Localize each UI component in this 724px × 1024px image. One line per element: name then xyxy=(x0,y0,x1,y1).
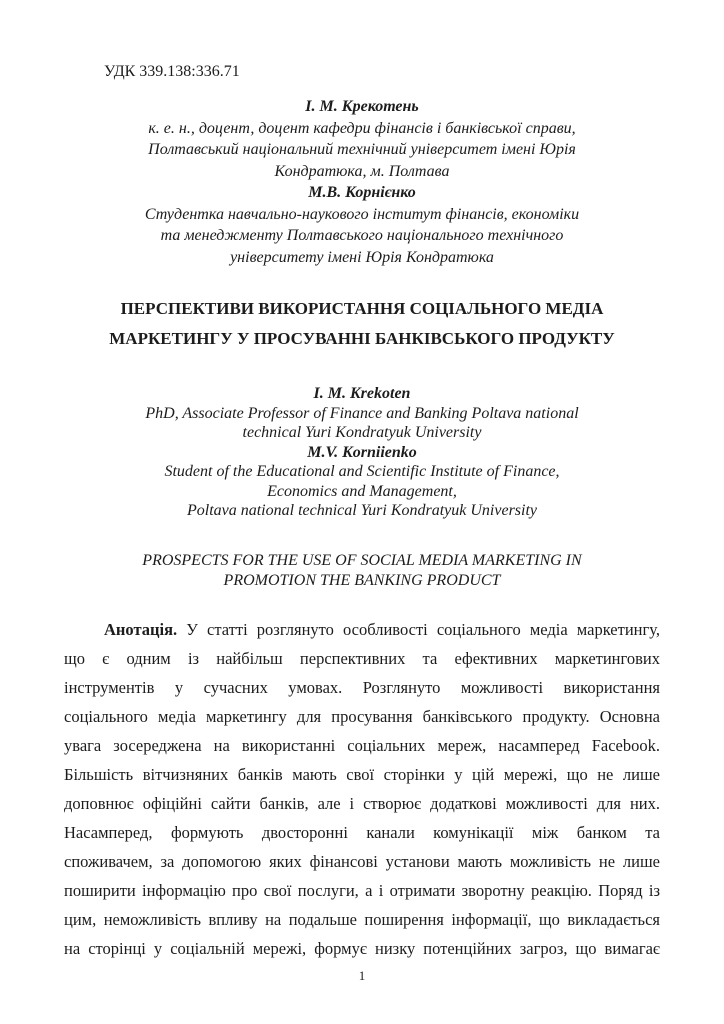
author-affiliation-line: Economics and Management, xyxy=(267,482,457,500)
article-title-en xyxy=(64,551,660,591)
authors-en-block xyxy=(64,384,660,521)
author-affiliation-line: к. е. н., доцент, доцент кафедри фінансів і банківської справи, xyxy=(148,119,576,137)
article-title-ua xyxy=(64,294,660,354)
abstract-line: на сторінці у соціальній мережі, формує низку потенційних загроз, що вимагає xyxy=(64,938,660,958)
author-name: I. M. Krekoten xyxy=(313,385,411,402)
author-affiliation-line: PhD, Associate Professor of Finance and Banking Poltava national xyxy=(145,404,579,422)
abstract-line: Насамперед, формують двосторонні канали комунікації між банком та xyxy=(64,822,660,842)
abstract-line: що є одним із найбільш перспективних та ефективних маркетингових xyxy=(64,648,660,668)
abstract-line-text: У статті розглянуто особливості соціального медіа маркетингу, xyxy=(186,619,660,639)
abstract-line xyxy=(64,615,660,644)
article-title-en-line: PROMOTION THE BANKING PRODUCT xyxy=(223,571,501,589)
abstract-line: споживачем, за допомогою яких фінансові установи мають можливість не лише xyxy=(64,851,660,871)
article-title-ua-line: ПЕРСПЕКТИВИ ВИКОРИСТАННЯ СОЦІАЛЬНОГО МЕДІА xyxy=(120,299,604,318)
abstract-paragraph xyxy=(64,615,660,963)
article-title-ua-line: МАРКЕТИНГУ У ПРОСУВАННІ БАНКІВСЬКОГО ПРОДУКТУ xyxy=(109,329,615,348)
author-name: M.V. Korniienko xyxy=(307,443,417,461)
page-number: 1 xyxy=(358,967,366,983)
author-affiliation-line: Студентка навчально-наукового інститут фінансів, економіки xyxy=(144,205,580,223)
abstract-line: Більшість вітчизняних банків мають свої сторінки у цій мережі, що не лише xyxy=(64,764,660,784)
author-affiliation-line: Student of the Educational and Scientific Institute of Finance, xyxy=(164,463,560,480)
article-title-en-line: PROSPECTS FOR THE USE OF SOCIAL MEDIA MARKETING IN xyxy=(142,551,582,569)
abstract-line: увага зосереджена на використанні соціальних мереж, насамперед Facebook. xyxy=(64,735,660,755)
authors-ua-block xyxy=(64,96,660,268)
author-affiliation-line: technical Yuri Kondratyuk University xyxy=(242,424,482,441)
abstract-line: інструментів у сучасних умовах. Розглянуто можливості використання xyxy=(64,677,660,697)
abstract-label: Анотація. xyxy=(104,619,178,639)
abstract-line: цим, неможливість впливу на подальше поширення інформації, що викладається xyxy=(64,909,660,929)
author-name: М.В. Корнієнко xyxy=(308,184,416,201)
abstract-line: соціального медіа маркетингу для просування банківського продукту. Основна xyxy=(64,706,660,726)
abstract-line: поширити інформацію про свої послуги, а і отримати зворотну реакцію. Поряд із xyxy=(64,880,660,900)
author-name: І. М. Крекотень xyxy=(305,98,419,115)
author-affiliation-line: та менеджменту Полтавського національного технічного xyxy=(160,227,564,244)
abstract-line: доповнює офіційні сайти банків, але і створює додаткові можливості для них. xyxy=(64,793,660,813)
author-affiliation-line: Poltava national technical Yuri Kondratyuk University xyxy=(186,502,538,519)
author-affiliation-line: університету імені Юрія Кондратюка xyxy=(230,248,494,266)
author-affiliation-line: Кондратюка, м. Полтава xyxy=(274,162,450,180)
author-affiliation-line: Полтавський національний технічний університет імені Юрія xyxy=(148,141,576,158)
udc-number: УДК 339.138:336.71 xyxy=(104,63,240,80)
